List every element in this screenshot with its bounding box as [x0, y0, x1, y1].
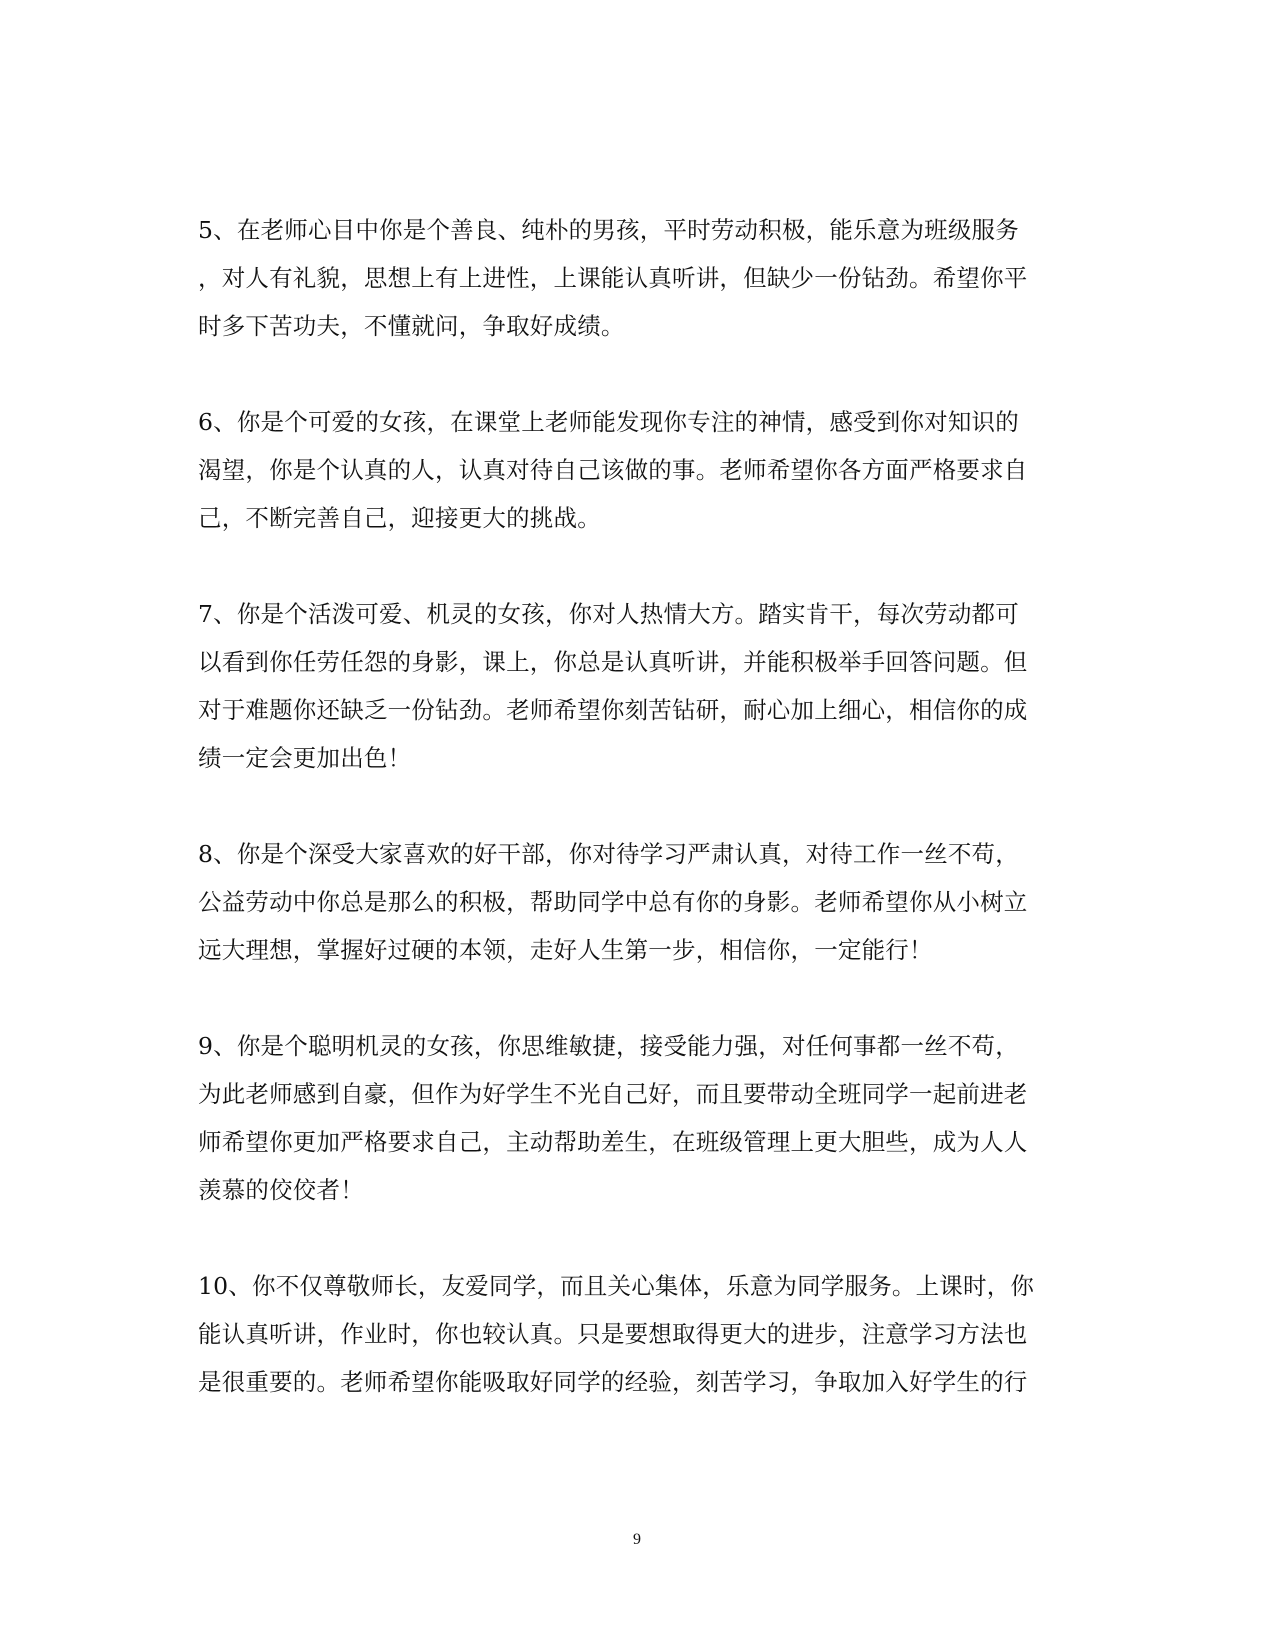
- text-line: 师希望你更加严格要求自己，主动帮助差生，在班级管理上更大胆些，成为人人: [198, 1128, 1028, 1156]
- paragraph-7: [198, 590, 1078, 782]
- text-line: 9、你是个聪明机灵的女孩，你思维敏捷，接受能力强，对任何事都一丝不苟，: [198, 1032, 1019, 1060]
- text-line: 10、你不仅尊敬师长，友爱同学，而且关心集体，乐意为同学服务。上课时，你: [198, 1272, 1035, 1300]
- text-line: ，对人有礼貌，思想上有上进性，上课能认真听讲，但缺少一份钻劲。希望你平: [198, 264, 1028, 292]
- text-line: 5、在老师心目中你是个善良、纯朴的男孩，平时劳动积极，能乐意为班级服务: [198, 216, 1019, 244]
- text-line: 能认真听讲，作业时，你也较认真。只是要想取得更大的进步，注意学习方法也: [198, 1320, 1028, 1348]
- text-line: 己，不断完善自己，迎接更大的挑战。: [198, 504, 601, 532]
- text-line: 远大理想，掌握好过硬的本领，走好人生第一步，相信你，一定能行！: [198, 936, 933, 964]
- text-line: 时多下苦功夫，不懂就问，争取好成绩。: [198, 312, 625, 340]
- text-line: 羡慕的佼佼者！: [198, 1176, 364, 1204]
- text-line: 公益劳动中你总是那么的积极，帮助同学中总有你的身影。老师希望你从小树立: [198, 888, 1028, 916]
- page-number: 9: [633, 1531, 641, 1548]
- paragraph-5: [198, 206, 1078, 350]
- text-line: 8、你是个深受大家喜欢的好干部，你对待学习严肃认真，对待工作一丝不苟，: [198, 840, 1019, 868]
- text-line: 为此老师感到自豪，但作为好学生不光自己好，而且要带动全班同学一起前进老: [198, 1080, 1028, 1108]
- paragraph-8: [198, 830, 1078, 974]
- text-line: 7、你是个活泼可爱、机灵的女孩，你对人热情大方。踏实肯干，每次劳动都可: [198, 600, 1019, 628]
- text-line: 以看到你任劳任怨的身影，课上，你总是认真听讲，并能积极举手回答问题。但: [198, 648, 1028, 676]
- text-line: 是很重要的。老师希望你能吸取好同学的经验，刻苦学习，争取加入好学生的行: [198, 1368, 1028, 1396]
- text-line: 6、你是个可爱的女孩，在课堂上老师能发现你专注的神情，感受到你对知识的: [198, 408, 1019, 436]
- paragraph-9: [198, 1022, 1078, 1214]
- text-line: 对于难题你还缺乏一份钻劲。老师希望你刻苦钻研，耐心加上细心，相信你的成: [198, 696, 1028, 724]
- paragraph-10: [198, 1262, 1078, 1406]
- paragraph-6: [198, 398, 1078, 542]
- document-body: [198, 206, 1078, 1454]
- text-line: 渴望，你是个认真的人，认真对待自己该做的事。老师希望你各方面严格要求自: [198, 456, 1028, 484]
- text-line: 绩一定会更加出色！: [198, 744, 412, 772]
